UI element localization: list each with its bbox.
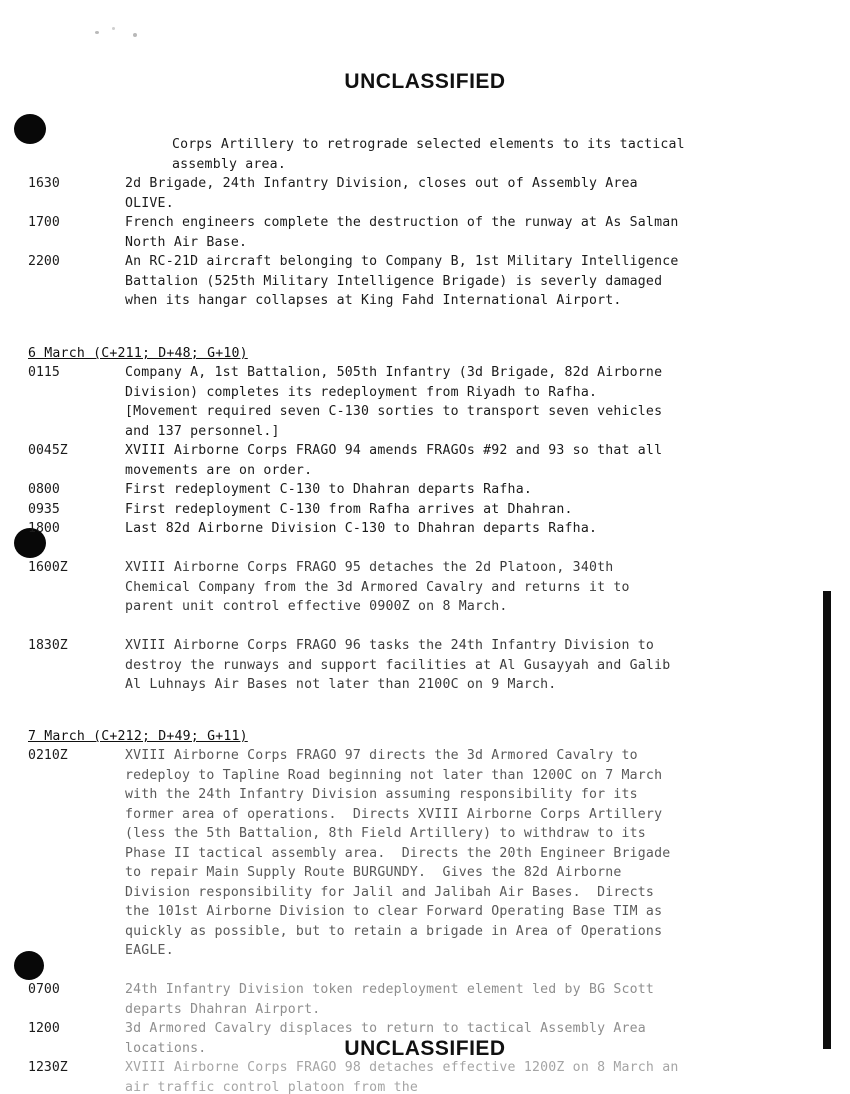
log-entry-time: 1700 bbox=[28, 215, 60, 230]
log-entry-text: Last 82d Airborne Division C-130 to Dhahran departs Rafha. bbox=[125, 521, 598, 536]
section-heading-7-march: 7 March (C+212; D+49; G+11) bbox=[28, 729, 248, 744]
log-entry-text: 24th Infantry Division token redeployment element led by BG Scott departs Dhahran Airport. bbox=[125, 982, 663, 1017]
log-entry-text: First redeployment C-130 to Dhahran departs Rafha. bbox=[125, 482, 532, 497]
hole-punch-mark bbox=[14, 951, 44, 980]
log-entry-text: First redeployment C-130 from Rafha arrives at Dhahran. bbox=[125, 502, 573, 517]
log-entry-time: 0700 bbox=[28, 982, 60, 997]
log-entry-text: XVIII Airborne Corps FRAGO 94 amends FRAGOs #92 and 93 so that all movements are on order. bbox=[125, 443, 671, 478]
log-entry-time: 0210Z bbox=[28, 748, 68, 763]
scan-speck bbox=[95, 31, 99, 34]
log-entry-time: 1200 bbox=[28, 1021, 60, 1036]
log-entry-text: XVIII Airborne Corps FRAGO 97 directs the 3d Armored Cavalry to redeploy to Tapline Road beginning not later than 1200C on 7 March with the 24th Infantry Division assuming responsibility for its former area of operations. Directs XVIII Airborne Corps Artillery (less the 5th Battalion, 8th Field Artillery) to withdraw to its Phase II tactical assembly area. Directs the 20th Engineer Brigade to repair Main Supply Route BURGUNDY. Gives the 82d Airborne Division responsibility for Jalil and Jalibah Air Bases. Directs the 101st Airborne Division to clear Forward Operating Base TIM as quickly as possible, but to retain a brigade in Area of Operations EAGLE. bbox=[125, 748, 679, 958]
scan-speck bbox=[112, 27, 115, 30]
log-entry-time: 1230Z bbox=[28, 1060, 68, 1075]
log-entry-time: 1800 bbox=[28, 521, 60, 536]
log-entry-text: XVIII Airborne Corps FRAGO 95 detaches the 2d Platoon, 340th Chemical Company from the 3d Armored Cavalry and returns it to parent unit control effective 0900Z on 8 March. bbox=[125, 560, 638, 614]
classification-footer: UNCLASSIFIED bbox=[344, 1037, 506, 1060]
log-entry-time: 0935 bbox=[28, 502, 60, 517]
log-entry-text: Company A, 1st Battalion, 505th Infantry (3d Brigade, 82d Airborne Division) completes its redeployment from Riyadh to Rafha. [Movement required seven C-130 sorties to transport seven vehicles and 137 personnel.] bbox=[125, 365, 671, 439]
log-entry-time: 1630 bbox=[28, 176, 60, 191]
log-entry-time: 1600Z bbox=[28, 560, 68, 575]
log-entry-time: 0045Z bbox=[28, 443, 68, 458]
log-entry-text: XVIII Airborne Corps FRAGO 98 detaches effective 1200Z on 8 March an air traffic control platoon from the bbox=[125, 1060, 687, 1094]
log-entry-text: An RC-21D aircraft belonging to Company B, 1st Military Intelligence Battalion (525th Military Intelligence Brigade) is severly damaged when its hangar collapses at King Fahd International Airport. bbox=[125, 254, 687, 308]
log-entry-text: French engineers complete the destruction of the runway at As Salman North Air Base. bbox=[125, 215, 687, 250]
log-entry-text: 2d Brigade, 24th Infantry Division, closes out of Assembly Area OLIVE. bbox=[125, 176, 646, 211]
hole-punch-mark bbox=[14, 114, 46, 144]
log-entry-text: XVIII Airborne Corps FRAGO 96 tasks the 24th Infantry Division to destroy the runways and support facilities at Al Gusayyah and Galib Al Luhnays Air Bases not later than 2100C on 9 March. bbox=[125, 638, 679, 692]
log-entry-text: Corps Artillery to retrograde selected elements to its tactical assembly area. bbox=[172, 137, 693, 172]
scan-edge-artifact bbox=[823, 591, 831, 1049]
log-entry-time: 1830Z bbox=[28, 638, 68, 653]
log-entry-text: 3d Armored Cavalry displaces to return to tactical Assembly Area locations. bbox=[125, 1021, 655, 1056]
log-entry-time: 2200 bbox=[28, 254, 60, 269]
section-heading-6-march: 6 March (C+211; D+48; G+10) bbox=[28, 346, 248, 361]
log-entry-time: 0800 bbox=[28, 482, 60, 497]
log-entry-time: 0115 bbox=[28, 365, 60, 380]
scan-speck bbox=[133, 33, 137, 37]
classification-header: UNCLASSIFIED bbox=[344, 70, 506, 93]
